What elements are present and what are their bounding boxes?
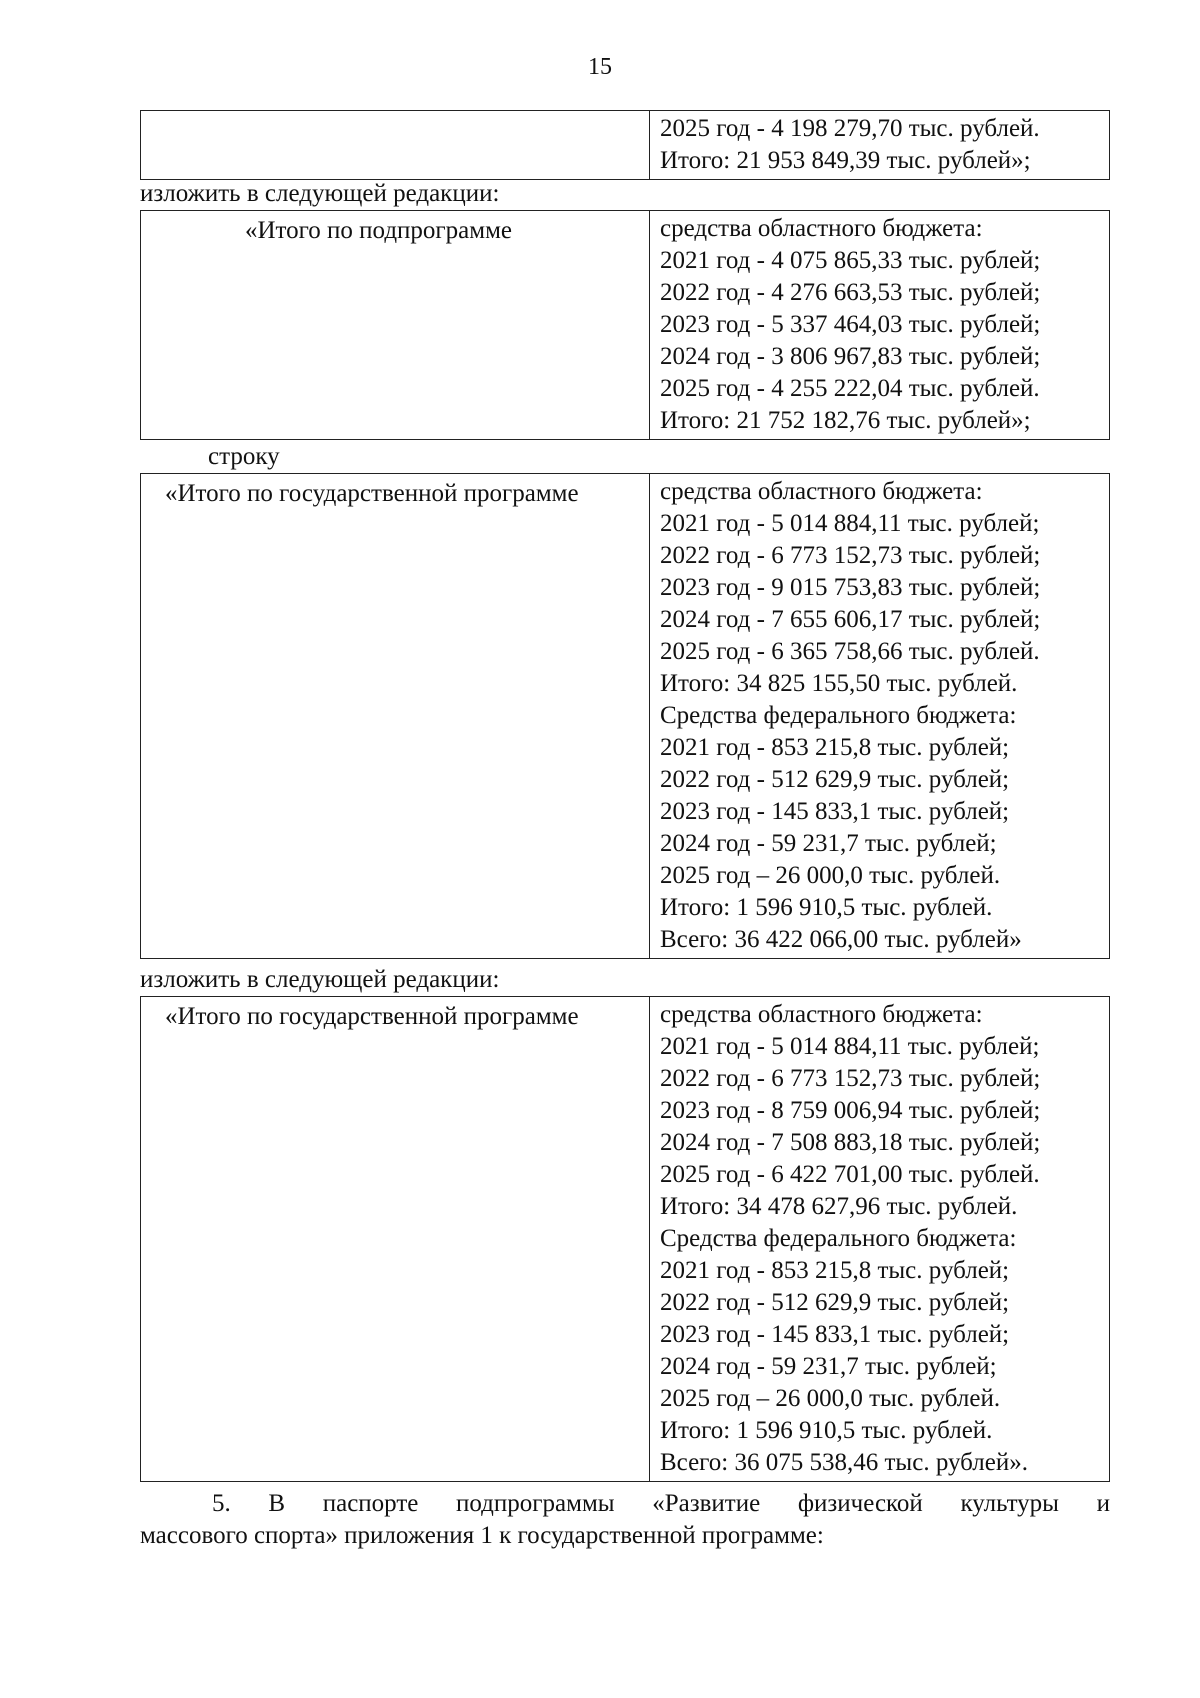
value-line: Итого: 1 596 910,5 тыс. рублей.: [660, 894, 993, 921]
budget-table: [140, 473, 1110, 959]
value-line: 2025 год – 26 000,0 тыс. рублей.: [660, 1385, 1001, 1412]
value-line: 2025 год - 6 422 701,00 тыс. рублей.: [660, 1161, 1040, 1188]
value-line: 2023 год - 145 833,1 тыс. рублей;: [660, 798, 1010, 825]
value-line: 2025 год - 6 365 758,66 тыс. рублей.: [660, 638, 1040, 665]
value-line: 2021 год - 5 014 884,11 тыс. рублей;: [660, 510, 1040, 537]
table-row: [141, 111, 1110, 180]
closing-paragraph: [140, 1488, 1110, 1552]
table-cell-label: «Итого по государственной программе: [141, 474, 650, 959]
value-line: средства областного бюджета:: [660, 1001, 983, 1028]
value-line: 2021 год - 853 215,8 тыс. рублей;: [660, 1257, 1010, 1284]
value-line: Всего: 36 422 066,00 тыс. рублей»: [660, 926, 1022, 953]
value-line: 2022 год - 512 629,9 тыс. рублей;: [660, 1289, 1010, 1316]
value-line: Средства федерального бюджета:: [660, 702, 1017, 729]
value-line: средства областного бюджета:: [660, 215, 983, 242]
value-line: 2025 год – 26 000,0 тыс. рублей.: [660, 862, 1001, 889]
budget-table: [140, 110, 1110, 180]
value-line: Итого: 21 953 849,39 тыс. рублей»;: [660, 147, 1031, 174]
paragraph-line: массового спорта» приложения 1 к государственной программе:: [140, 1522, 824, 1549]
value-line: 2022 год - 6 773 152,73 тыс. рублей;: [660, 1065, 1041, 1092]
value-line: 2023 год - 8 759 006,94 тыс. рублей;: [660, 1097, 1041, 1124]
table-cell-values: [650, 111, 1110, 180]
budget-table: [140, 210, 1110, 440]
value-line: 2025 год - 4 255 222,04 тыс. рублей.: [660, 375, 1040, 402]
connector-text: изложить в следующей редакции:: [140, 966, 500, 993]
table-continuation: [140, 110, 1110, 180]
table-row: [141, 211, 1110, 440]
value-line: 2021 год - 5 014 884,11 тыс. рублей;: [660, 1033, 1040, 1060]
value-line: Итого: 34 825 155,50 тыс. рублей.: [660, 670, 1018, 697]
connector-text: строку: [208, 443, 280, 470]
value-line: 2022 год - 6 773 152,73 тыс. рублей;: [660, 542, 1041, 569]
connector-text: изложить в следующей редакции:: [140, 180, 500, 207]
value-line: Итого: 21 752 182,76 тыс. рублей»;: [660, 407, 1031, 434]
table-cell-label: «Итого по подпрограмме: [141, 211, 650, 440]
budget-table: [140, 996, 1110, 1482]
value-line: 2024 год - 7 655 606,17 тыс. рублей;: [660, 606, 1041, 633]
table-subprogram-new: [140, 210, 1110, 440]
table-cell-values: [650, 997, 1110, 1482]
value-line: Всего: 36 075 538,46 тыс. рублей».: [660, 1449, 1028, 1476]
value-line: Итого: 34 478 627,96 тыс. рублей.: [660, 1193, 1018, 1220]
value-line: 2021 год - 4 075 865,33 тыс. рублей;: [660, 247, 1041, 274]
value-line: 2022 год - 512 629,9 тыс. рублей;: [660, 766, 1010, 793]
table-cell-values: [650, 474, 1110, 959]
paragraph-line: 5. В паспорте подпрограммы «Развитие физической культуры и: [212, 1490, 1110, 1517]
value-line: 2023 год - 9 015 753,83 тыс. рублей;: [660, 574, 1041, 601]
value-line: 2023 год - 145 833,1 тыс. рублей;: [660, 1321, 1010, 1348]
value-line: 2024 год - 59 231,7 тыс. рублей;: [660, 1353, 997, 1380]
table-cell-label: «Итого по государственной программе: [141, 997, 650, 1482]
value-line: 2024 год - 7 508 883,18 тыс. рублей;: [660, 1129, 1041, 1156]
value-line: 2025 год - 4 198 279,70 тыс. рублей.: [660, 115, 1040, 142]
value-line: средства областного бюджета:: [660, 478, 983, 505]
table-program-old: [140, 473, 1110, 959]
value-line: 2021 год - 853 215,8 тыс. рублей;: [660, 734, 1010, 761]
page-number: 15: [588, 54, 612, 80]
table-cell-values: [650, 211, 1110, 440]
value-line: 2024 год - 3 806 967,83 тыс. рублей;: [660, 343, 1041, 370]
value-line: 2024 год - 59 231,7 тыс. рублей;: [660, 830, 997, 857]
table-program-new: [140, 996, 1110, 1482]
value-line: Итого: 1 596 910,5 тыс. рублей.: [660, 1417, 993, 1444]
value-line: 2023 год - 5 337 464,03 тыс. рублей;: [660, 311, 1041, 338]
table-row: [141, 997, 1110, 1482]
value-line: 2022 год - 4 276 663,53 тыс. рублей;: [660, 279, 1041, 306]
value-line: Средства федерального бюджета:: [660, 1225, 1017, 1252]
table-cell-label: [141, 111, 650, 180]
table-row: [141, 474, 1110, 959]
